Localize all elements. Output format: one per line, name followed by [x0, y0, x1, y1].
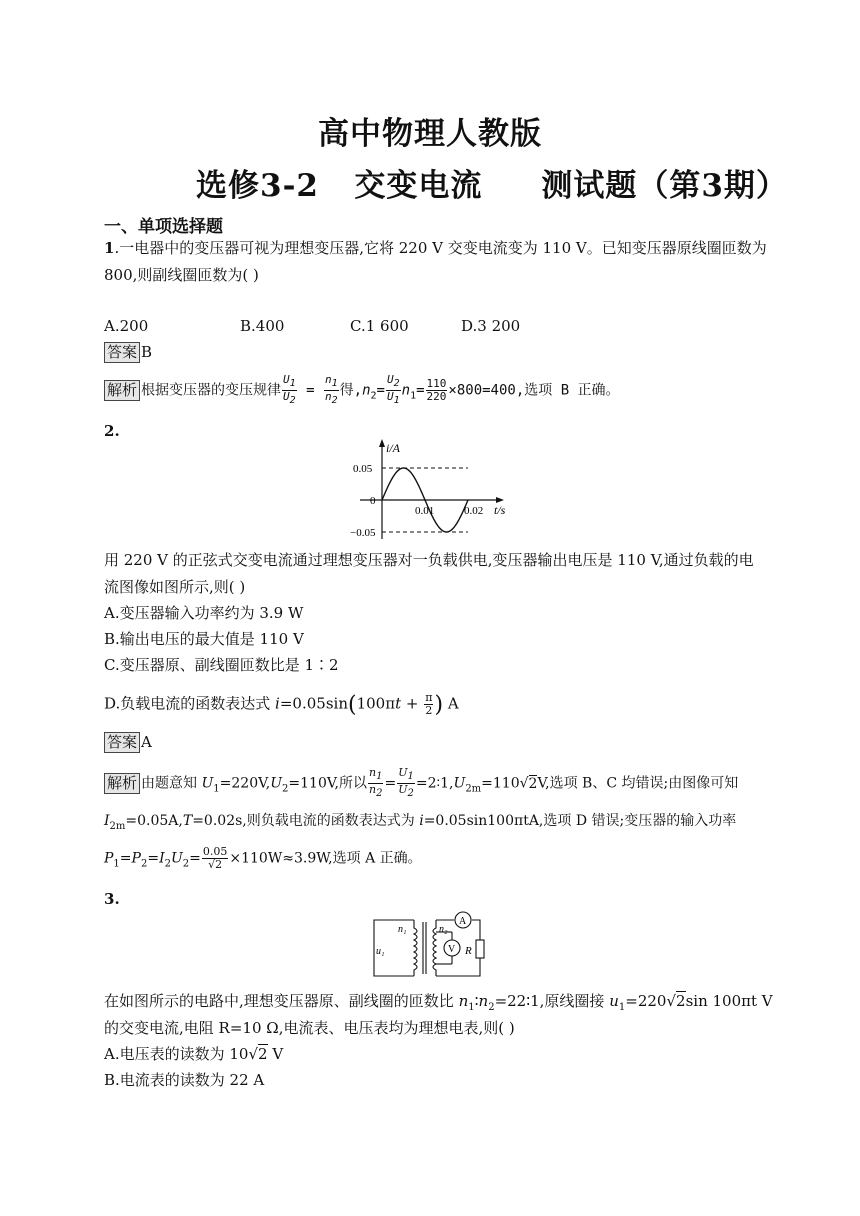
origin-label: 0 — [370, 495, 376, 507]
u1-label: u₁ — [376, 946, 385, 957]
n2-label: n₂ — [439, 924, 448, 935]
resistor — [476, 940, 484, 958]
ammeter-label: A — [459, 916, 467, 927]
x-axis-label: t/s — [494, 503, 506, 517]
q3-stem-line1: 在如图所示的电路中,理想变压器原、副线圈的匝数比 $n_1∶n_2=22∶1$,原线圈接 $u_1=220√2\sin$ 100πt V — [104, 992, 773, 1013]
q2-answer: 答案 A — [104, 731, 152, 753]
y-tick-max: 0.05 — [353, 463, 373, 475]
q1-option-c: C.1 600 — [350, 317, 409, 335]
q1-number: 1 — [104, 239, 115, 257]
q2-option-c: C.变压器原、副线圈匝数比是 1∶2 — [104, 656, 339, 674]
q3-option-b: B.电流表的读数为 22 A — [104, 1071, 265, 1089]
q2-option-a: A.变压器输入功率约为 3.9 W — [104, 604, 304, 622]
secondary-coil — [433, 920, 436, 976]
resistor-label: R — [465, 945, 472, 957]
analysis-tag: 解析 — [104, 773, 140, 794]
document-title: 高中物理人教版 — [318, 116, 542, 152]
primary-coil — [414, 920, 417, 976]
document-subtitle: 选修3-2 交变电流 测试题（第3期） — [196, 168, 788, 204]
y-axis-arrow — [379, 439, 385, 447]
q1-option-a: A.200 — [104, 317, 149, 335]
q1-answer: 答案 B — [104, 341, 152, 363]
n1-label: n₁ — [398, 924, 407, 935]
transformer-circuit — [366, 910, 496, 982]
q2-analysis-line3: $P_1=P_2=I_2U_2=$ $\frac{0.05}{√2}$ ×110W≈3.9W,选项 A 正确。 — [104, 845, 422, 871]
q2-number: 2. — [104, 422, 120, 440]
q2-option-d: D.负载电流的函数表达式 i=0.05sin(100πt + $\frac{\pi}{2}$ ) A — [104, 691, 459, 718]
section-heading: 一、单项选择题 — [104, 217, 223, 237]
q3-number: 3. — [104, 890, 120, 908]
analysis-tag: 解析 — [104, 380, 140, 401]
current-time-graph — [340, 435, 520, 545]
x-tick-0.01: 0.01 — [415, 505, 435, 517]
q2-analysis-line1: 解析 由题意知 $U_1=220V,U_2=110V$,所以 $\frac{n_1}{n_2}$ = $\frac{U_1}{U_2}$ $=2∶1,U_{2m}=110√2V$,选项 B、C 均错误;由图像可知 — [104, 767, 738, 800]
q1-analysis: 解析 根据变压器的变压规律 $\frac{U_1}{U_2}$ = $\frac{n_1}{n_2}$ 得$,n_2=$ $\frac{U_2}{U_1}$ $n_1=$ $\frac{110}{220}$ ×800=400,选项 B 正确。 — [104, 374, 620, 407]
y-axis-label: i/A — [386, 441, 400, 455]
q2-analysis-line2: $I_{2m}=0.05A,T=0.02s$,则负载电流的函数表达式为 i=0.05sin100πtA,选项 D 错误;变压器的输入功率 — [104, 813, 737, 832]
answer-tag: 答案 — [104, 342, 140, 363]
voltmeter-label: V — [448, 944, 456, 955]
y-tick-min: −0.05 — [350, 527, 376, 539]
answer-tag: 答案 — [104, 732, 140, 753]
q2-stem-line1: 用 220 V 的正弦式交变电流通过理想变压器对一负载供电,变压器输出电压是 110 V,通过负载的电 — [104, 551, 754, 569]
q1-stem-line2: 800,则副线圈匝数为( ) — [104, 266, 259, 284]
q2-stem-line2: 流图像如图所示,则( ) — [104, 578, 246, 596]
q3-option-a: A.电压表的读数为 10√2 V — [104, 1045, 284, 1063]
x-tick-0.02: 0.02 — [464, 505, 484, 517]
q1-option-b: B.400 — [240, 317, 285, 335]
q3-stem-line2: 的交变电流,电阻 R=10 Ω,电流表、电压表均为理想电表,则( ) — [104, 1019, 515, 1037]
q2-option-b: B.输出电压的最大值是 110 V — [104, 630, 304, 648]
q1-stem-line1: 1.一电器中的变压器可视为理想变压器,它将 220 V 交变电流变为 110 V。已知变压器原线圈匝数为 — [104, 239, 767, 257]
q1-option-d: D.3 200 — [461, 317, 521, 335]
